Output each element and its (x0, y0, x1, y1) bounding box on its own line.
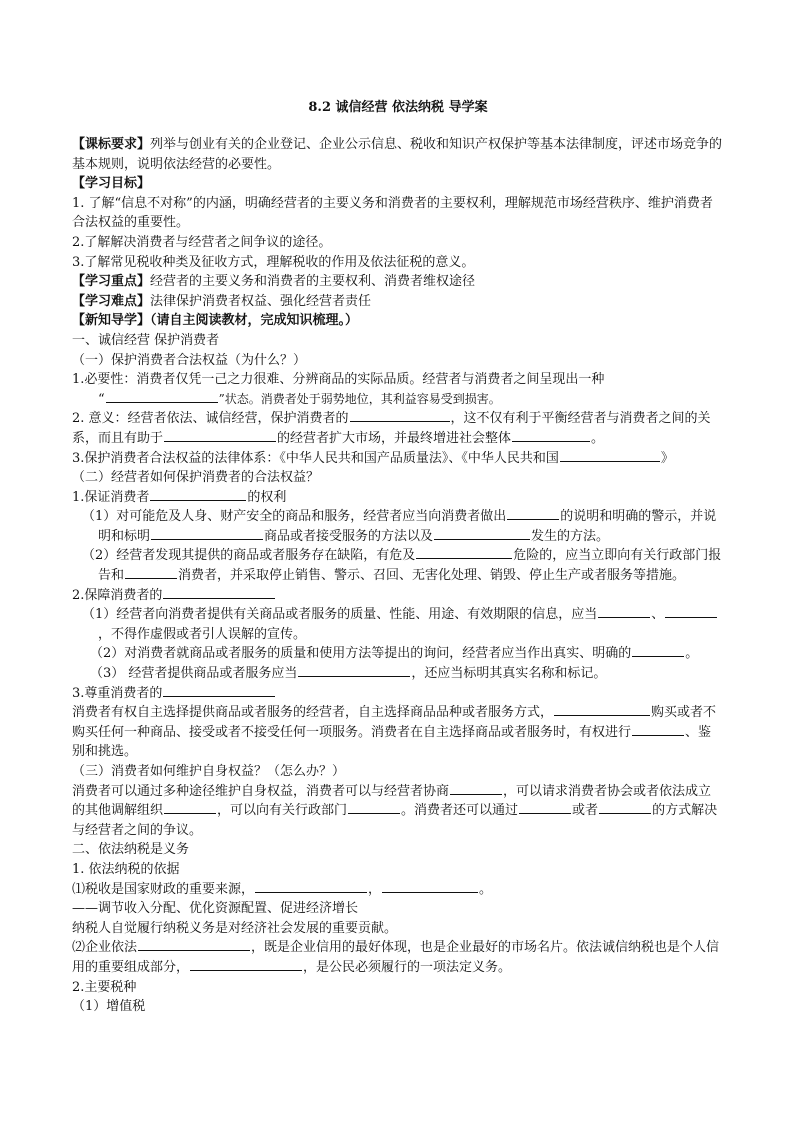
fill-blank[interactable] (348, 801, 400, 814)
new-knowledge (72, 311, 724, 331)
fill-blank[interactable] (416, 546, 512, 559)
item-info-2: （2）对消费者就商品或者服务的质量和使用方法等提出的询问，经营者应当作出真实、明确的 。 (90, 646, 699, 662)
tax-basis-heading: 1. 依法纳税的依据 (72, 861, 180, 877)
tax-basis-1: ⑴税收是国家财政的重要来源， ， 。 (72, 881, 493, 897)
item-info-3: （3） 经营者提供商品或者服务应当 ，还应当标明其真实名称和标记。 (90, 666, 607, 682)
subsection-1-3: （三）消费者如何维护自身权益？（怎么办？） (72, 764, 346, 779)
label-key-points: 【学习重点】 (72, 274, 151, 290)
label-curriculum: 【课标要求】 (72, 137, 151, 152)
fill-blank[interactable] (151, 527, 263, 540)
tax-vat: （1）增值税 (72, 999, 146, 1015)
fill-blank[interactable] (164, 801, 216, 814)
label-difficult-points: 【学习难点】 (72, 293, 151, 309)
fill-blank[interactable] (150, 488, 246, 501)
fill-blank[interactable] (598, 605, 650, 618)
item-info-right: 2.保障消费者的 (72, 586, 724, 606)
law-system-line: 3.保护消费者合法权益的法律体系：《中华人民共和国产品质量法》、《中华人民共和国 》 (72, 450, 674, 466)
fill-blank[interactable] (599, 801, 651, 814)
curriculum-text: 列举与创业有关的企业登记、企业公示信息、税收和知识产权保护等基本法律制度，评述市场竞争的基本规则，说明依法经营的必要性。 (72, 137, 723, 172)
fill-blank[interactable] (512, 429, 590, 442)
item-choice-text: 消费者有权自主选择提供商品或者服务的经营者，自主选择商品品种或者服务方式， 购买或者不购买任何一种商品、接受或者不接受任何一项服务。消费者在自主选择商品或者服务时，有权进行 、鉴别和挑选。 (72, 705, 717, 760)
fill-blank[interactable] (434, 527, 530, 540)
tax-basis-dash: ——调节收入分配、优化资源配置、促进经济增长 (72, 901, 359, 917)
document-body (72, 96, 724, 1017)
item-info-1: （1）经营者向消费者提供有关商品或者服务的质量、性能、用途、有效期限的信息，应当 、，不得作虚假或者引人误解的宣传。 (72, 605, 724, 644)
fill-blank[interactable] (450, 782, 502, 795)
fill-blank[interactable] (554, 703, 650, 716)
fill-blank[interactable] (255, 880, 367, 893)
key-points-text: 经营者的主要义务和消费者的主要权利、消费者维权途径 (150, 274, 476, 290)
main-taxes-heading: 2.主要税种 (72, 979, 137, 995)
item-choice-right: 3.尊重消费者的 (72, 684, 724, 704)
fill-blank[interactable] (632, 644, 684, 657)
fill-blank[interactable] (632, 723, 684, 736)
section-1-heading: 一、诚信经营 保护消费者 (72, 332, 220, 348)
item-safety-1: （1）对可能危及人身、财产安全的商品和服务，经营者应当向消费者做出 的说明和明确的警示，并说明和标明 商品或者接受服务的方法以及 发生的方法。 (82, 509, 717, 544)
fill-blank[interactable] (519, 801, 571, 814)
fill-blank[interactable] (163, 684, 275, 697)
fill-blank[interactable] (190, 958, 302, 971)
fill-blank[interactable] (138, 938, 250, 951)
fill-blank[interactable] (560, 449, 660, 462)
rights-protection-text: 消费者可以通过多种途径维护自身权益，消费者可以与经营者协商 ，可以请求消费者协会或者依法成立的其他调解组织 ，可以向有关行政部门 。消费者还可以通过 或者 的方式解决与经营者之间的争议。 (72, 783, 718, 838)
fill-blank[interactable] (507, 507, 559, 520)
goal-2: 2.了解解决消费者与经营者之间争议的途径。 (72, 234, 332, 250)
key-points (72, 272, 724, 292)
item-safety-2: （2）经营者发现其提供的商品或者服务存在缺陷，有危及 危险的，应当立即向有关行政部门报告和 消费者，并采取停止销售、警示、召回、无害化处理、销毁、停止生产或者服务等措施。 (82, 548, 722, 584)
curriculum-requirement (72, 135, 724, 174)
fill-blank[interactable] (665, 605, 717, 618)
section-2-heading: 二、依法纳税是义务 (72, 842, 190, 858)
fill-blank[interactable] (163, 586, 275, 599)
subsection-1-2: （二）经营者如何保护消费者的合法权益？ (72, 470, 320, 486)
fill-blank[interactable] (382, 880, 478, 893)
difficult-points-text: 法律保护消费者权益、强化经营者责任 (150, 293, 372, 309)
fill-blank[interactable] (106, 390, 218, 403)
goal-1: 1. 了解“信息不对称”的内涵，明确经营者的主要义务和消费者的主要权利，理解规范市场经营秩序、维护消费者合法权益的重要性。 (72, 195, 713, 231)
fill-blank[interactable] (298, 664, 410, 677)
page-title: 8.2 诚信经营 依法纳税 导学案 (308, 100, 488, 115)
tax-basis-contribution: 纳税人自觉履行纳税义务是对经济社会发展的重要贡献。 (72, 920, 398, 936)
learning-goals-heading: 【学习目标】 (72, 176, 151, 192)
fill-blank[interactable] (125, 566, 177, 579)
fill-blank[interactable] (350, 409, 450, 422)
necessity-cont: “ ”状态。消费者处于弱势地位，其利益容易受到损害。 (98, 391, 501, 407)
goal-3: 3.了解常见税收种类及征收方式，理解税收的作用及依法征税的意义。 (72, 254, 475, 270)
new-knowledge-text: （请自主阅读教材，完成知识梳理。） (150, 313, 359, 329)
tax-basis-2: ⑵企业依法 ，既是企业信用的最好体现，也是企业最好的市场名片。依法诚信纳税也是个人信用的重要组成部分， ，是公民必须履行的一项法定义务。 (72, 940, 720, 975)
subsection-1-1: （一）保护消费者合法权益（为什么？） (72, 352, 307, 368)
difficult-points (72, 292, 724, 312)
label-new-knowledge: 【新知导学】 (72, 313, 151, 329)
fill-blank[interactable] (164, 429, 276, 442)
significance-line: 2. 意义：经营者依法、诚信经营，保护消费者的 ，这不仅有利于平衡经营者与消费者之间的关系，而且有助于 的经营者扩大市场，并最终增进社会整体 。 (72, 411, 711, 446)
necessity-line: 1.必要性：消费者仅凭一己之力很难、分辨商品的实际品质。经营者与消费者之间呈现出一种 (72, 372, 605, 388)
item-safety-right: 1.保证消费者 的权利 (72, 489, 287, 505)
